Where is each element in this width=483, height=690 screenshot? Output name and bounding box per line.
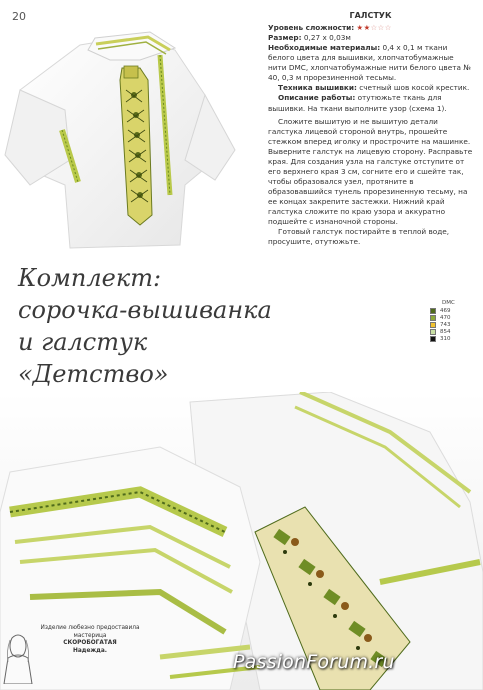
credit-line-1: Изделие любезно предоставила [40, 625, 140, 631]
materials-line [268, 43, 473, 83]
size-line [268, 33, 473, 43]
instructions-paragraph-1: Сложите вышитую и не вышитую детали галстука лицевой стороной внутрь, прошейте стежком вперед иголку и прострочите на машинке. Выверните галстук на лицевую сторону. Расправьте края. Для создания узла на галстуке отступите от его верхнего края 3 см, согните его и сшейте так, чтобы образовался узел, протяните в образовавшийся тунель прорезиненную тесьму, на ее концах закрепите застежки. Нижний край галстука сложите по краю узора и аккуратно подшейте с изнаночной стороны. [268, 116, 473, 227]
legend-swatch [430, 315, 436, 321]
legend-swatch [430, 329, 436, 335]
title-line-1: Комплект: [18, 264, 162, 292]
materials-label: Необходимые материалы: [268, 43, 381, 53]
legend-code: 470 [440, 314, 451, 321]
title-line-3: и галстук [18, 328, 148, 357]
legend-code: 310 [440, 335, 451, 342]
legend-swatch [430, 336, 436, 342]
technique-label: Техника вышивки: [278, 83, 357, 93]
page-title [18, 262, 318, 391]
credit-surname: СКОРОБОГАТАЯ [63, 640, 117, 647]
size-label: Размер: [268, 33, 302, 43]
materials-text: 0,4 x 0,1 м ткани белого цвета для вышивки, хлопчатобумажные нити DMC, хлопчатобумажные нити белого цвета № 40, 0,3 м прорезиненной тесьмы. [268, 43, 471, 83]
instructions-paragraph-2: Готовый галстук постирайте в теплой воде, просушите, отутюжьте. [268, 227, 450, 247]
credit-line-2: мастерица [73, 632, 107, 639]
title-line-2: сорочка-вышиванка [18, 296, 272, 325]
description-text: отутюжьте ткань для вышивки. На ткани выполните узор (схема 1). [268, 93, 447, 113]
watermark: PassionForum.ru [233, 651, 395, 673]
author-credit [30, 625, 150, 655]
difficulty-stars-icon: ★★☆☆☆ [356, 23, 392, 33]
legend-rows [430, 307, 476, 342]
description-line [268, 93, 473, 113]
technique-line [268, 83, 473, 93]
legend-item [430, 335, 476, 342]
difficulty-line [268, 23, 473, 33]
technique-text: счетный шов косой крестик. [359, 83, 470, 93]
legend-code: 854 [440, 328, 451, 335]
legend-item [430, 321, 476, 328]
title-line-4: «Детство» [18, 360, 169, 389]
page-number: 20 [12, 10, 26, 23]
legend-header: DMC [442, 300, 455, 306]
shirt-tie-photo [0, 10, 245, 255]
legend-swatch [430, 322, 436, 328]
author-portrait-icon [2, 632, 34, 684]
difficulty-label: Уровень сложности: [268, 23, 355, 33]
legend-code: 469 [440, 307, 451, 314]
article-text-column [268, 10, 473, 247]
legend-item [430, 328, 476, 335]
legend-code: 743 [440, 321, 451, 328]
credit-first-name: Надежда. [73, 647, 107, 654]
dmc-color-legend [430, 300, 476, 342]
legend-item [430, 307, 476, 314]
legend-swatch [430, 308, 436, 314]
size-value: 0,27 x 0,03м [303, 33, 351, 43]
legend-item [430, 314, 476, 321]
description-label: Описание работы: [278, 93, 356, 103]
article-heading: ГАЛСТУК [349, 11, 392, 20]
